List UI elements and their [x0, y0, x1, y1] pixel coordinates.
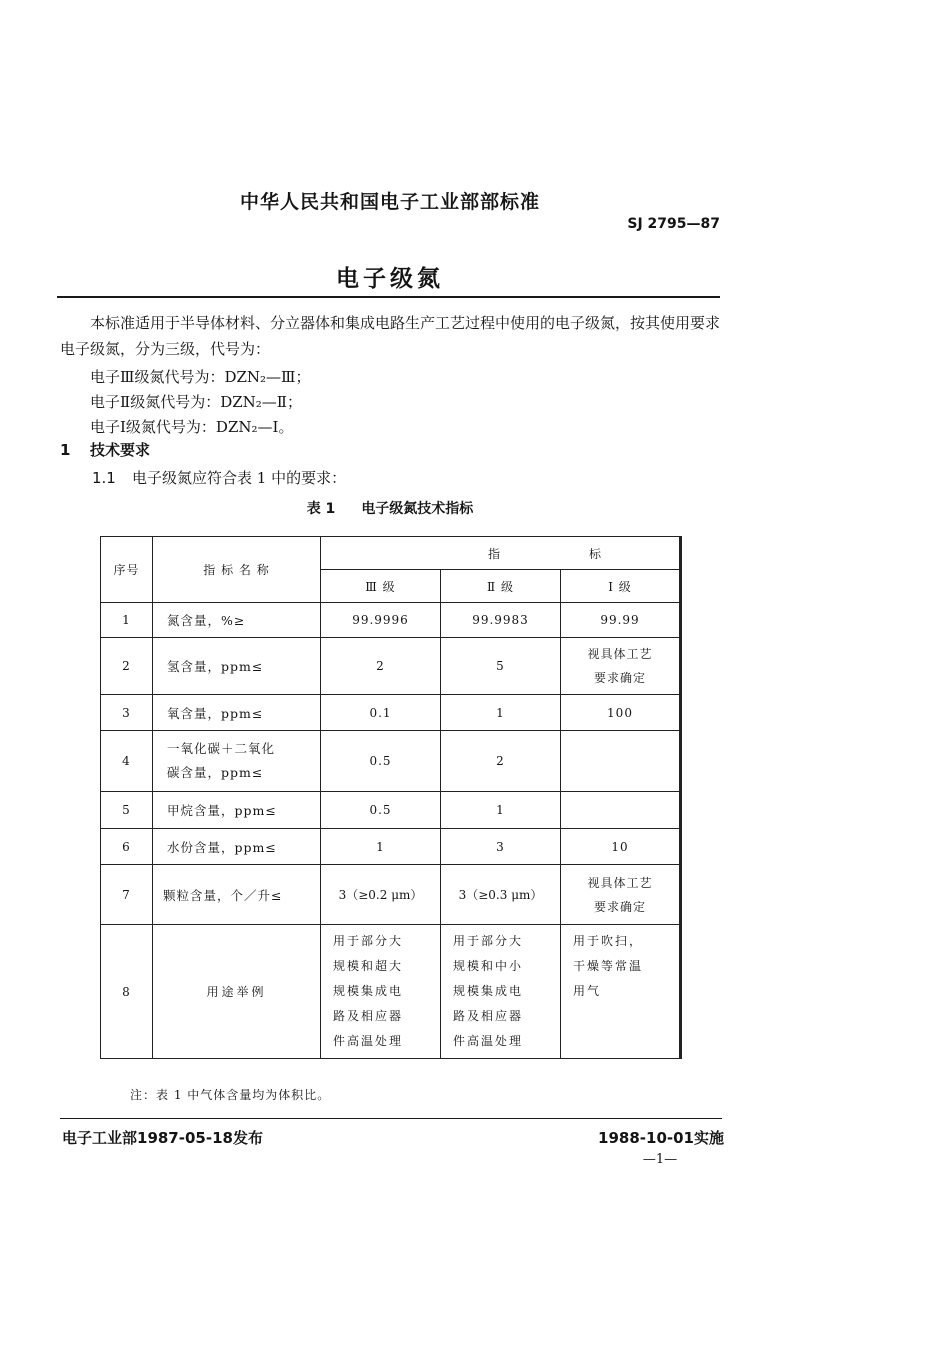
row-seq: 1 — [101, 603, 153, 638]
row-grade-1 — [561, 638, 681, 695]
row-grade-2: 1 — [441, 695, 561, 731]
row-name: 氢含量，ppm≤ — [153, 638, 321, 695]
row-grade-1 — [561, 731, 681, 792]
row-grade-2: 3（≥0.3 μm） — [441, 865, 561, 925]
row-seq: 6 — [101, 829, 153, 865]
row-seq: 7 — [101, 865, 153, 925]
table-caption — [0, 498, 780, 518]
use-line: 路及相应器 — [453, 1009, 524, 1023]
use-line: 用于吹扫， — [573, 934, 644, 948]
use-line: 用于部分大 — [333, 934, 404, 948]
row-grade-2: 5 — [441, 638, 561, 695]
row-name-line: 碳含量，ppm≤ — [167, 765, 264, 780]
use-line: 用气 — [573, 984, 602, 998]
intro-paragraph — [60, 310, 730, 362]
section-heading — [60, 439, 150, 460]
row-grade-2: 2 — [441, 731, 561, 792]
intro-text: 本标准适用于半导体材料、分立器体和集成电路生产工艺过程中使用的电子级氮，按其使用要求电子级氮，分为三级，代号为： — [60, 314, 721, 358]
table-row — [101, 792, 681, 829]
use-line: 规模和中小 — [453, 959, 524, 973]
spec-table — [100, 536, 682, 1059]
row-name: 颗粒含量，个／升≤ — [153, 865, 321, 925]
row-grade-1 — [561, 865, 681, 925]
row-name: 甲烷含量，ppm≤ — [153, 792, 321, 829]
table-row — [101, 603, 681, 638]
row-name — [153, 731, 321, 792]
table-caption-title: 电子级氮技术指标 — [361, 501, 474, 517]
row-grade-1: 100 — [561, 695, 681, 731]
header-divider — [57, 296, 720, 298]
header-grade-3: Ⅲ 级 — [321, 570, 441, 603]
standard-number: SJ 2795—87 — [627, 216, 720, 232]
row-name: 用途举例 — [153, 925, 321, 1059]
row-grade-3: 2 — [321, 638, 441, 695]
row-grade-2 — [441, 925, 561, 1059]
row-grade-1: 10 — [561, 829, 681, 865]
row-grade-1-line: 要求确定 — [593, 899, 646, 914]
row-grade-2: 3 — [441, 829, 561, 865]
row-grade-2: 99.9983 — [441, 603, 561, 638]
row-name: 氮含量，%≥ — [153, 603, 321, 638]
row-grade-1 — [561, 925, 681, 1059]
header-indicator-right: 标 — [588, 546, 601, 561]
use-line: 规模集成电 — [333, 984, 404, 998]
header-name: 指 标 名 称 — [153, 537, 321, 603]
table-row — [101, 695, 681, 731]
effective-date: 1988-10-01实施 — [598, 1129, 724, 1147]
row-grade-1: 99.99 — [561, 603, 681, 638]
page-number: —1— — [642, 1152, 678, 1167]
row-grade-3: 1 — [321, 829, 441, 865]
clause-1-1 — [92, 467, 346, 488]
issued-date: 电子工业部1987-05-18发布 — [62, 1129, 263, 1147]
section-number: 1 — [60, 441, 71, 459]
row-grade-1-line: 要求确定 — [593, 671, 646, 685]
header-indicator — [321, 537, 681, 570]
grade-code-1: 电子Ⅰ级氮代号为：DZN₂—Ⅰ。 — [90, 418, 294, 436]
row-grade-3: 99.9996 — [321, 603, 441, 638]
row-grade-3: 0.5 — [321, 731, 441, 792]
footer-divider — [60, 1118, 722, 1119]
row-seq: 8 — [101, 925, 153, 1059]
use-line: 干燥等常温 — [573, 959, 644, 973]
header-grade-1: Ⅰ 级 — [561, 570, 681, 603]
row-name: 氧含量，ppm≤ — [153, 695, 321, 731]
row-seq: 2 — [101, 638, 153, 695]
section-title: 技术要求 — [90, 441, 151, 459]
row-name: 水份含量，ppm≤ — [153, 829, 321, 865]
table-row — [101, 865, 681, 925]
header-indicator-left: 指 — [487, 546, 500, 561]
row-name-line: 一氧化碳＋二氧化 — [167, 741, 276, 756]
row-seq: 3 — [101, 695, 153, 731]
row-grade-1-line: 视具体工艺 — [587, 647, 653, 661]
use-line: 件高温处理 — [453, 1034, 524, 1048]
header-seq: 序号 — [101, 537, 153, 603]
grade-code-2: 电子Ⅱ级氮代号为：DZN₂—Ⅱ； — [90, 393, 302, 411]
table-note: 注：表 1 中气体含量均为体积比。 — [130, 1088, 331, 1102]
row-seq: 4 — [101, 731, 153, 792]
table-row — [101, 731, 681, 792]
row-grade-1-line: 视具体工艺 — [587, 875, 653, 890]
row-grade-3: 0.1 — [321, 695, 441, 731]
use-line: 件高温处理 — [333, 1034, 404, 1048]
table-row — [101, 829, 681, 865]
row-grade-2: 1 — [441, 792, 561, 829]
row-grade-3 — [321, 925, 441, 1059]
use-line: 路及相应器 — [333, 1009, 404, 1023]
row-grade-3: 0.5 — [321, 792, 441, 829]
header-grade-2: Ⅱ 级 — [441, 570, 561, 603]
table-row — [101, 925, 681, 1059]
table-caption-label: 表 1 — [306, 501, 336, 517]
clause-number: 1.1 — [92, 469, 116, 487]
clause-text: 电子级氮应符合表 1 中的要求： — [132, 469, 347, 487]
table-row — [101, 638, 681, 695]
use-line: 用于部分大 — [453, 934, 524, 948]
standard-body-heading: 中华人民共和国电子工业部部标准 — [239, 191, 540, 213]
document-title: 电子级氮 — [336, 266, 444, 292]
grade-code-3: 电子Ⅲ级氮代号为：DZN₂—Ⅲ； — [90, 368, 311, 386]
use-line: 规模和超大 — [333, 959, 404, 973]
use-line: 规模集成电 — [453, 984, 524, 998]
row-grade-1 — [561, 792, 681, 829]
row-seq: 5 — [101, 792, 153, 829]
row-grade-3: 3（≥0.2 μm） — [321, 865, 441, 925]
